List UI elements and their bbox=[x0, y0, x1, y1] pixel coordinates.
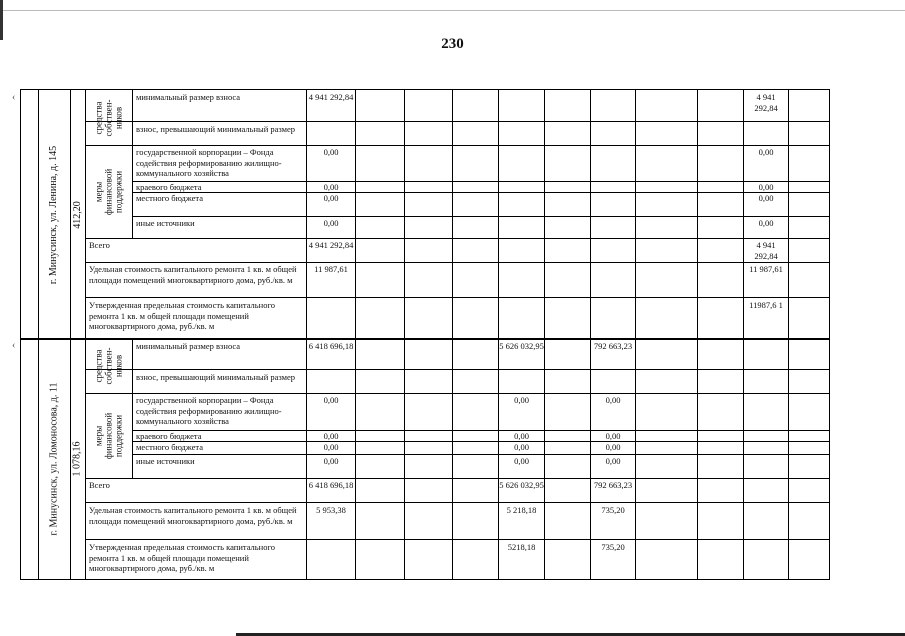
cell-value: 0,00 bbox=[605, 395, 621, 405]
cell-value: 0,00 bbox=[514, 442, 529, 452]
row-regional: краевого бюджета bbox=[136, 182, 202, 192]
owners-funds-label: средства собствен-ников bbox=[93, 99, 124, 137]
building-block-1 bbox=[20, 89, 830, 340]
row-limit-cost: Утвержденная предельная стоимость капитального ремонта 1 кв. м общей площади помещений многоквартирного дома, руб./кв. м bbox=[89, 300, 275, 331]
address-label: г. Минусинск, ул. Ленина, д. 145 bbox=[48, 145, 60, 284]
row-regional: краевого бюджета bbox=[136, 431, 202, 441]
cell-value: 4 941 292,84 bbox=[754, 92, 778, 113]
cell-value: 0,00 bbox=[323, 193, 339, 203]
page-number: 230 bbox=[441, 36, 464, 52]
cell-value: 0,00 bbox=[514, 395, 529, 405]
cell-value: 5 218,18 bbox=[506, 505, 537, 515]
cell-value: 0,00 bbox=[323, 395, 339, 405]
margin-mark: ‹ bbox=[12, 340, 16, 351]
row-total: Всего bbox=[89, 240, 110, 250]
cell-value: 0,00 bbox=[323, 456, 339, 466]
cell-value: 792 663,23 bbox=[593, 480, 633, 490]
cell-value: 735,20 bbox=[601, 542, 625, 552]
scan-border-top bbox=[0, 0, 905, 11]
row-local: местного бюджета bbox=[136, 193, 203, 203]
row-gk-fund: государственной корпорации – Фонда содействия реформированию жилищно-коммунального хозяйства bbox=[136, 395, 282, 426]
row-min-fee: минимальный размер взноса bbox=[136, 341, 241, 351]
cell-value: 0,00 bbox=[323, 431, 339, 441]
cell-value: 11 987,61 bbox=[314, 264, 348, 274]
cell-value: 735,20 bbox=[601, 505, 625, 515]
row-over-min: взнос, превышающий минимальный размер bbox=[136, 124, 296, 134]
cell-value: 0,00 bbox=[605, 442, 621, 452]
cell-value: 5 626 032,95 bbox=[499, 480, 544, 490]
cell-value: 6 418 696,18 bbox=[308, 341, 354, 351]
row-other: иные источники bbox=[136, 456, 195, 466]
cell-value: 0,00 bbox=[605, 431, 621, 441]
row-other: иные источники bbox=[136, 218, 195, 228]
row-local: местного бюджета bbox=[136, 442, 203, 452]
cell-value: 0,00 bbox=[323, 147, 339, 157]
address-label: г. Минусинск, ул. Ломоносова, д. 11 bbox=[48, 382, 60, 536]
row-unit-cost: Удельная стоимость капитального ремонта 1 кв. м общей площади помещений многоквартирного дома, руб./кв. м bbox=[89, 505, 297, 526]
cell-value: 0,00 bbox=[758, 193, 774, 203]
cell-value: 0,00 bbox=[323, 182, 339, 192]
area-label: 412,20 bbox=[71, 200, 83, 229]
margin-mark: ‹ bbox=[12, 92, 16, 103]
cell-value: 11 987,61 bbox=[749, 264, 783, 274]
scan-edge-left bbox=[0, 0, 3, 40]
financial-support-label: меры финансовой поддержки bbox=[93, 168, 124, 215]
row-unit-cost: Удельная стоимость капитального ремонта 1 кв. м общей площади помещений многоквартирного дома, руб./кв. м bbox=[89, 264, 297, 285]
cell-value: 11987,6 1 bbox=[749, 300, 783, 310]
owners-funds-label: средства собствен-ников bbox=[93, 347, 124, 385]
financial-support-label: меры финансовой поддержки bbox=[93, 412, 124, 459]
cell-value: 4 941 292,84 bbox=[754, 240, 778, 261]
row-limit-cost: Утвержденная предельная стоимость капитального ремонта 1 кв. м общей площади помещений многоквартирного дома, руб./кв. м bbox=[89, 542, 275, 573]
cell-value: 0,00 bbox=[758, 218, 774, 228]
cell-value: 0,00 bbox=[605, 456, 621, 466]
cell-value: 0,00 bbox=[323, 442, 339, 452]
cell-value: 5 626 032,95 bbox=[499, 341, 544, 351]
cell-value: 0,00 bbox=[758, 182, 774, 192]
cell-value: 4 941 292,84 bbox=[308, 92, 354, 102]
cell-value: 0,00 bbox=[514, 456, 529, 466]
row-gk-fund: государственной корпорации – Фонда содействия реформированию жилищно-коммунального хозяйства bbox=[136, 147, 282, 178]
cell-value: 0,00 bbox=[514, 431, 529, 441]
cell-value: 792 663,23 bbox=[593, 341, 633, 351]
cell-value: 6 418 696,18 bbox=[308, 480, 354, 490]
cell-value: 0,00 bbox=[758, 147, 774, 157]
building-block-2 bbox=[20, 338, 830, 580]
cell-value: 5 953,38 bbox=[316, 505, 346, 515]
cell-value: 5218,18 bbox=[507, 542, 536, 552]
row-over-min: взнос, превышающий минимальный размер bbox=[136, 372, 296, 382]
row-min-fee: минимальный размер взноса bbox=[136, 92, 241, 102]
row-total: Всего bbox=[89, 480, 110, 490]
area-label: 1 078,16 bbox=[71, 441, 83, 477]
cell-value: 0,00 bbox=[323, 218, 339, 228]
cell-value: 4 941 292,84 bbox=[308, 240, 354, 250]
